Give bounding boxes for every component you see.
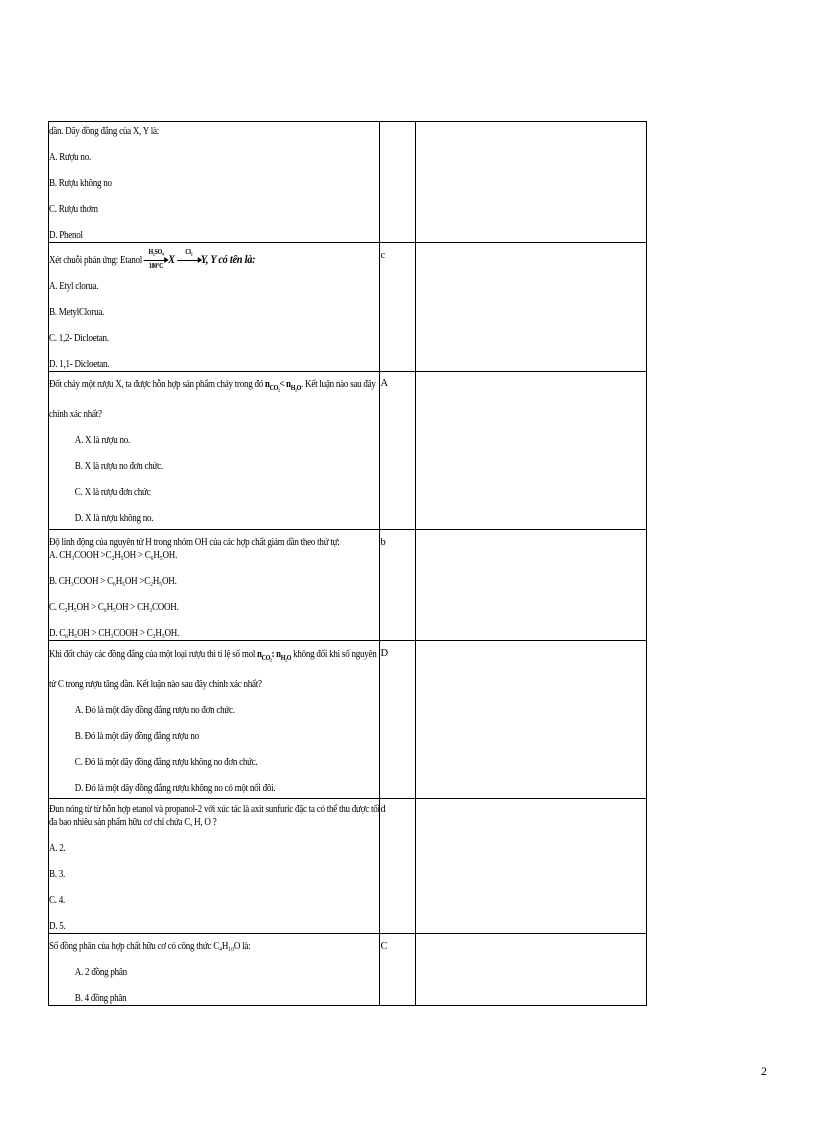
note-cell bbox=[415, 372, 646, 530]
option-d: D. Phenol bbox=[49, 230, 83, 241]
question-cell bbox=[49, 372, 380, 530]
note-cell bbox=[415, 641, 646, 799]
option-c: C. C₂H₅OH > C₆H₅OH > CH₃COOH. bbox=[49, 602, 179, 614]
option-a: A. CH₃COOH >C₂H₅OH > C₆H₅OH. bbox=[49, 550, 178, 562]
option-b: B. X là rượu no đơn chức. bbox=[74, 461, 163, 473]
question-cell bbox=[49, 799, 380, 934]
answer-cell: b bbox=[379, 530, 415, 641]
question-stem: Khi đốt cháy các đồng đẳng của một loại rượu thì tỉ lệ số mol $n_{CO_2}$: $n_{H_2O}$ không đổi khi số nguyên bbox=[49, 649, 377, 663]
option-c: C. 1,2- Dicloetan. bbox=[49, 333, 109, 345]
reaction-arrow: Cl₂ bbox=[177, 254, 201, 267]
option-a: A. Rượu no. bbox=[49, 152, 91, 163]
answer-cell: D bbox=[379, 641, 415, 799]
answer-cell: c bbox=[379, 243, 415, 372]
question-row bbox=[49, 372, 647, 530]
question-table bbox=[48, 121, 647, 1006]
answer-cell: C bbox=[379, 934, 415, 1006]
question-row bbox=[49, 934, 647, 1006]
option-a: A. Đó là một dãy đồng đẳng rượu no đơn chức. bbox=[74, 705, 235, 717]
option-a: A. 2 đồng phân bbox=[74, 967, 127, 979]
option-a: A. 2. bbox=[49, 843, 66, 855]
option-a: A. X là rượu no. bbox=[74, 435, 131, 447]
question-stem: dần. Dãy đồng đẳng của X, Y là: bbox=[49, 126, 159, 137]
question-row bbox=[49, 641, 647, 799]
question-cell bbox=[49, 530, 380, 641]
question-stem: Độ linh động của nguyên tử H trong nhóm OH của các hợp chất giảm dần theo thứ tự: bbox=[49, 537, 340, 549]
option-b: B. Đó là một dãy đồng đẳng rượu no bbox=[74, 731, 199, 743]
question-row bbox=[49, 799, 647, 934]
option-d: D. 5. bbox=[49, 921, 66, 933]
question-cell bbox=[49, 641, 380, 799]
answer-cell: A bbox=[379, 372, 415, 530]
answer-cell bbox=[379, 122, 415, 243]
question-stem: Đun nóng từ từ hỗn hợp etanol và propanol-2 với xúc tác là axit sunfuric đặc ta có thể thu được tối bbox=[49, 804, 380, 816]
question-stem-line2: đa bao nhiêu sản phẩm hữu cơ chỉ chứa C, H, O ? bbox=[49, 817, 217, 829]
option-c: C. Rượu thơm bbox=[49, 204, 98, 215]
question-cell bbox=[49, 934, 380, 1006]
option-c: C. Đó là một dãy đồng đẳng rượu không no đơn chức. bbox=[74, 757, 258, 769]
note-cell bbox=[415, 530, 646, 641]
note-cell bbox=[415, 934, 646, 1006]
question-stem: Đốt cháy một rượu X, ta được hỗn hợp sản phẩm cháy trong đó $n_{CO_2}< n_{H_2O}$. Kết luận nào sau đây bbox=[49, 379, 376, 393]
question-cell bbox=[49, 122, 380, 243]
option-b: B. 3. bbox=[49, 869, 66, 881]
option-d: D. 1,1- Dicloetan. bbox=[49, 359, 110, 371]
option-c: C. X là rượu đơn chức bbox=[74, 487, 151, 499]
option-b: B. Rượu không no bbox=[49, 178, 112, 189]
question-row bbox=[49, 243, 647, 372]
option-a: A. Etyl clorua. bbox=[49, 281, 99, 293]
question-stem-line2: chính xác nhất? bbox=[49, 409, 102, 421]
question-row bbox=[49, 530, 647, 641]
option-b: B. 4 đồng phân bbox=[74, 993, 127, 1005]
note-cell bbox=[415, 122, 646, 243]
option-d: D. Đó là một dãy đồng đẳng rượu không no có một nối đôi. bbox=[74, 783, 276, 795]
page-number: 2 bbox=[761, 1064, 767, 1078]
note-cell bbox=[415, 243, 646, 372]
option-c: C. 4. bbox=[49, 895, 66, 907]
reaction-arrow: $\frac{\text{H₂SO₄}}{180^\circ C}$ bbox=[144, 254, 168, 267]
question-row bbox=[49, 122, 647, 243]
answer-cell: d bbox=[379, 799, 415, 934]
option-d: D. C₆H₅OH > CH₃COOH > C₂H₅OH. bbox=[49, 628, 180, 640]
question-stem-line2: tử C trong rượu tăng dần. Kết luận nào sau đây chính xác nhất? bbox=[49, 679, 262, 691]
question-stem: Xét chuỗi phản ứng: Etanol $\frac{\text{H₂SO₄}}{180^\circ C}$ X Cl₂ Y, Y có tên là: bbox=[49, 248, 256, 271]
option-d: D. X là rượu không no. bbox=[74, 513, 154, 525]
question-stem: Số đồng phân của hợp chất hữu cơ có công thức C₄H₁₀O là: bbox=[49, 941, 251, 953]
note-cell bbox=[415, 799, 646, 934]
option-b: B. MetylClorua. bbox=[49, 307, 105, 319]
option-b: B. CH₃COOH > C₆H₅OH >C₂H₅OH. bbox=[49, 576, 177, 588]
question-cell bbox=[49, 243, 380, 372]
